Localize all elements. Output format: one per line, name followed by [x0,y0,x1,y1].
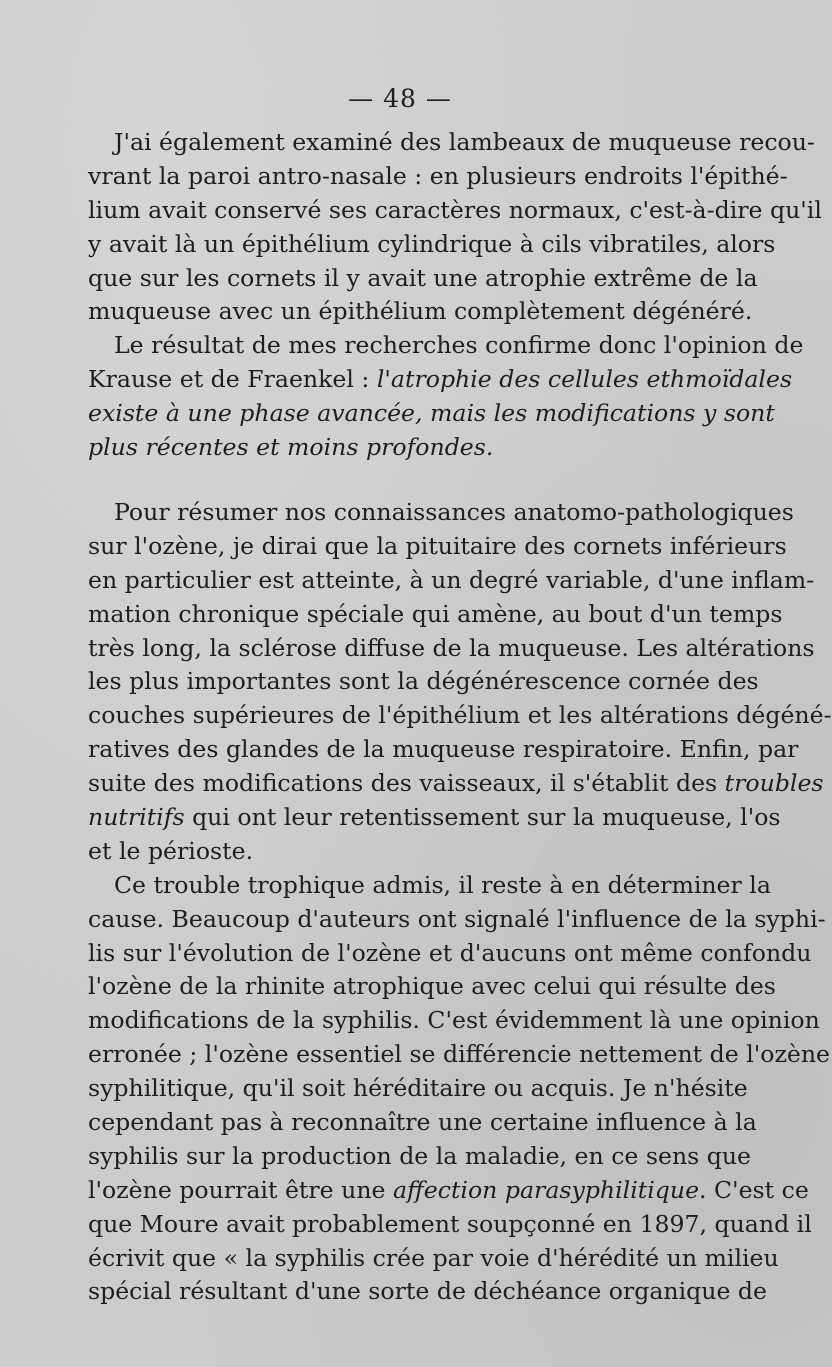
text-line: l'ozène de la rhinite atrophique avec celui qui résulte des [88,972,776,1001]
text-line: en particulier est atteinte, à un degré variable, d'une inflam- [88,565,815,594]
text-line: cause. Beaucoup d'auteurs ont signalé l'influence de la syphi- [88,904,826,933]
italic-text: plus récentes et moins profondes. [88,433,494,462]
text-line: et le périoste. [88,836,254,865]
text-line: cependant pas à reconnaître une certaine influence à la [88,1108,757,1137]
text-line [88,801,781,835]
text-line: ratives des glandes de la muqueuse respiratoire. Enfin, par [88,735,799,764]
italic-text: l'atrophie des cellules ethmoïdales [376,365,793,394]
text-span: suite des modifications des vaisseaux, il s'établit des [88,769,718,798]
text-span: l'ozène pourrait être une [88,1175,393,1204]
text-line: écrivit que « la syphilis crée par voie d'hérédité un milieu [88,1243,779,1272]
text-line [88,363,793,397]
text-line [88,1174,809,1208]
text-span: Krause et de Fraenkel : [88,365,377,394]
text-line: y avait là un épithélium cylindrique à cils vibratiles, alors [88,229,776,258]
text-line: Le résultat de mes recherches confirme donc l'opinion de [114,331,804,360]
text-line: erronée ; l'ozène essentiel se différencie nettement de l'ozène [88,1040,831,1069]
text-line: mation chronique spéciale qui amène, au bout d'un temps [88,599,783,628]
italic-text: affection parasyphilitique [392,1175,700,1204]
paragraph-ethmoid-findings [88,126,822,329]
text-line [88,767,824,801]
italic-text: existe à une phase avancée, mais les modifications y sont [88,399,775,428]
text-line: lium avait conservé ses caractères normaux, c'est-à-dire qu'il [88,195,822,224]
text-line: J'ai également examiné des lambeaux de muqueuse recou- [114,128,815,156]
text-line: couches supérieures de l'épithélium et les altérations dégéné- [88,701,832,730]
text-line: Pour résumer nos connaissances anatomo-pathologiques [114,498,794,526]
text-line: lis sur l'évolution de l'ozène et d'aucuns ont même confondu [88,938,812,967]
paragraph-research-result [88,329,804,465]
text-line: spécial résultant d'une sorte de déchéance organique de [88,1277,767,1306]
text-block-top [88,126,822,465]
text-line: très long, la sclérose diffuse de la muqueuse. Les altérations [88,633,815,662]
text-line: que Moure avait probablement soupçonné en 1897, quand il [88,1209,812,1238]
text-line [88,431,730,465]
text-line: muqueuse avec un épithélium complètement dégénéré. [88,297,753,326]
text-line: syphilis sur la production de la maladie, en ce sens que [88,1141,752,1170]
text-span: . C'est ce [699,1175,809,1204]
paragraph-summary [88,496,832,869]
text-block-bottom [88,496,832,1309]
text-line: que sur les cornets il y avait une atrophie extrême de la [88,263,758,292]
text-span: qui ont leur retentissement sur la muqueuse, l'os [184,803,781,832]
text-line: vrant la paroi antro-nasale : en plusieurs endroits l'épithé- [88,161,788,190]
text-line [88,397,775,431]
text-line: syphilitique, qu'il soit héréditaire ou acquis. Je n'hésite [88,1074,748,1103]
italic-text: troubles [724,769,824,798]
text-line: modifications de la syphilis. C'est évidemment là une opinion [88,1006,820,1035]
italic-text: nutritifs [88,803,185,832]
page-number: — 48 — [348,84,452,113]
text-line: les plus importantes sont la dégénérescence cornée des [88,667,759,696]
paragraph-syphilis-cause [88,869,831,1310]
text-line: Ce trouble trophique admis, il reste à en déterminer la [114,870,771,899]
text-line: sur l'ozène, je dirai que la pituitaire des cornets inférieurs [88,531,787,560]
